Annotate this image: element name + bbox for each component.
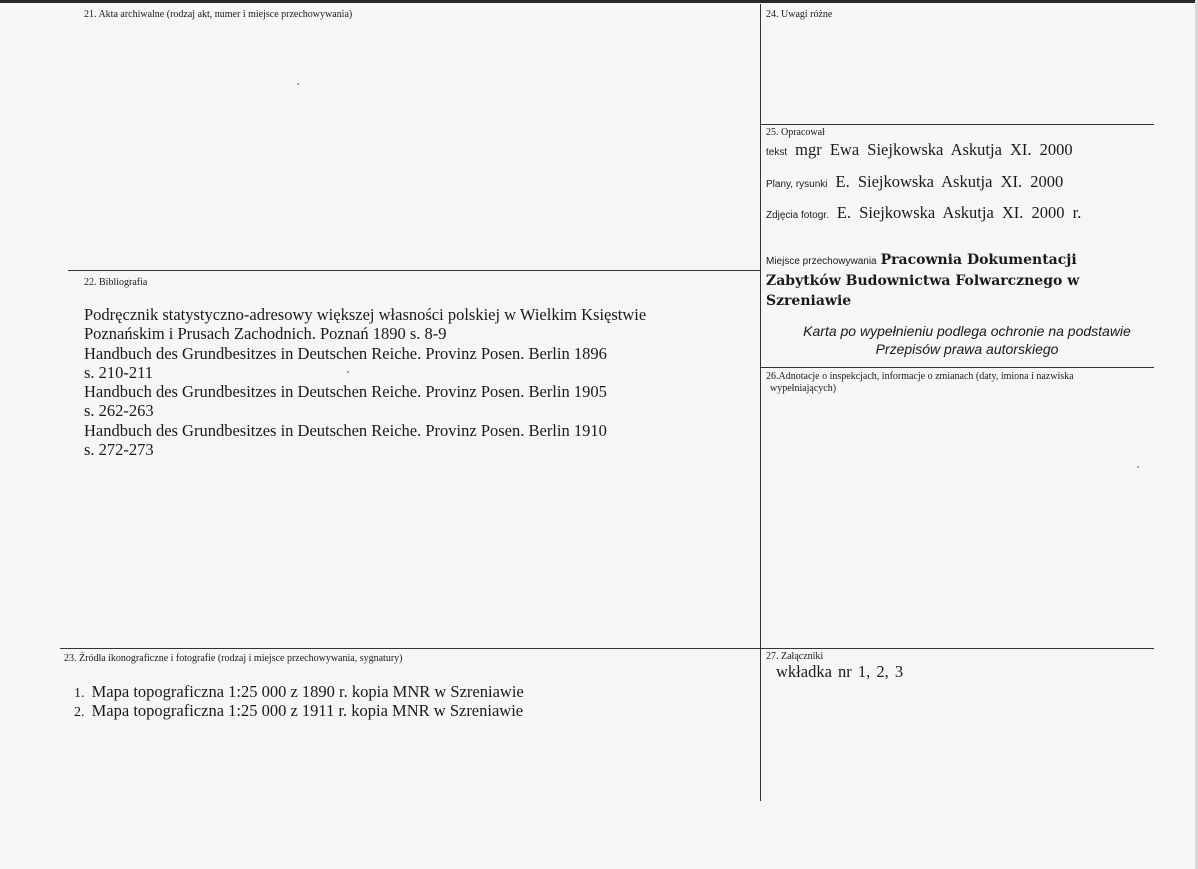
prepared-text-value: mgr Ewa Siejkowska Askutja XI. 2000 <box>795 140 1073 159</box>
section-26-title-cont: wypełniających) <box>770 383 837 394</box>
copyright-note-line-2: Przepisów prawa autorskiego <box>875 341 1059 357</box>
list-item-text: Mapa topograficzna 1:25 000 z 1911 r. kopia MNR w Szreniawie <box>91 701 524 720</box>
prepared-text-label: tekst <box>766 147 788 158</box>
section-25-title: 25. Opracował <box>766 127 825 138</box>
copyright-note-line-1: Karta po wypełnieniu podlega ochronie na podstawie <box>803 323 1131 339</box>
section-24-title: 24. Uwagi różne <box>766 9 833 20</box>
bibliography-line: s. 262-263 <box>84 401 154 421</box>
prepared-photos-label: Zdjęcia fotogr. <box>766 210 829 221</box>
bibliography-line: Handbuch des Grundbesitzes in Deutschen Reiche. Provinz Posen. Berlin 1905 <box>84 382 607 402</box>
storage-location-label: Miejsce przechowywania <box>766 256 877 267</box>
list-item-number: 2. <box>74 705 85 720</box>
scan-speck <box>1137 466 1139 468</box>
copyright-note <box>766 322 1168 358</box>
divider-24-25 <box>760 124 1154 125</box>
section-21-title: 21. Akta archiwalne (rodzaj akt, numer i miejsce przechowywania) <box>84 9 353 20</box>
prepared-text-row <box>766 140 1073 160</box>
attachments-value: wkładka nr 1, 2, 3 <box>776 662 904 681</box>
prepared-photos-value: E. Siejkowska Askutja XI. 2000 r. <box>836 203 1082 222</box>
prepared-plans-value: E. Siejkowska Askutja XI. 2000 <box>835 172 1064 191</box>
section-22-title: 22. Bibliografia <box>84 277 148 288</box>
prepared-plans-row <box>766 172 1063 192</box>
scan-speck <box>297 83 299 85</box>
bibliography-line: Podręcznik statystyczno-adresowy większej własności polskiej w Wielkim Księstwie <box>84 305 647 324</box>
top-edge <box>0 0 1198 3</box>
list-item-number: 1. <box>74 686 85 701</box>
bibliography-line: s. 272-273 <box>84 440 154 460</box>
bibliography <box>84 305 646 459</box>
list-item-text: Mapa topograficzna 1:25 000 z 1890 r. kopia MNR w Szreniawie <box>91 682 524 701</box>
bibliography-line: Handbuch des Grundbesitzes in Deutschen Reiche. Provinz Posen. Berlin 1910 <box>84 420 607 440</box>
section-26-title: 26.Adnotacje o inspekcjach, informacje o zmianach (daty, imiona i nazwiska <box>766 371 1074 382</box>
section-27-title: 27. Załączniki <box>766 651 824 662</box>
list-item <box>74 682 524 703</box>
storage-location <box>766 250 1156 311</box>
bibliography-line: Poznańskim i Prusach Zachodnich. Poznań 1890 s. 8-9 <box>84 324 447 344</box>
section-23-title: 23. Źródła ikonograficzne i fotografie (rodzaj i miejsce przechowywania, sygnatury) <box>64 653 403 664</box>
divider-25-26 <box>760 367 1154 368</box>
prepared-plans-label: Plany, rysunki <box>766 179 828 190</box>
bibliography-line: s. 210-211 <box>84 362 154 382</box>
list-item <box>74 701 523 722</box>
bibliography-line: Handbuch des Grundbesitzes in Deutschen Reiche. Provinz Posen. Berlin 1896 <box>84 343 607 363</box>
storage-location-value: Pracownia Dokumentacji Zabytków Budownictwa Folwarcznego w Szreniawie <box>766 252 1080 309</box>
divider-21-22 <box>68 270 760 271</box>
scan-speck <box>347 371 349 373</box>
prepared-photos-row <box>766 203 1081 223</box>
divider-bottom <box>60 648 1154 649</box>
